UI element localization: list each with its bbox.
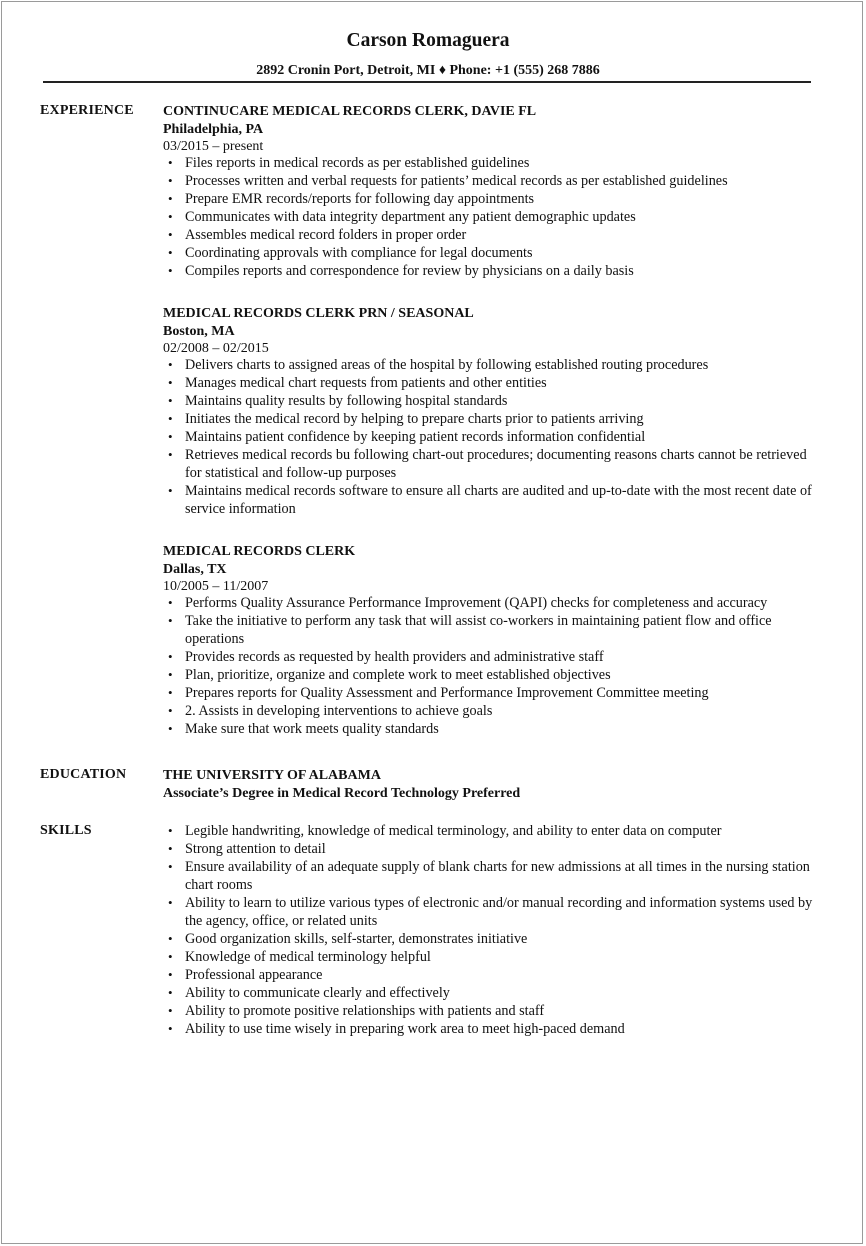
candidate-name: Carson Romaguera — [346, 30, 510, 51]
list-item: • Performs Quality Assurance Performance Improvement (QAPI) checks for completeness and accuracy — [185, 594, 813, 612]
list-item: • Manages medical chart requests from patients and other entities — [185, 374, 813, 392]
list-item: • Initiates the medical record by helping to prepare charts prior to patients arriving — [185, 410, 813, 428]
list-item: • Files reports in medical records as per established guidelines — [185, 154, 813, 172]
skills-heading: SKILLS — [40, 823, 92, 838]
list-item: • Ability to learn to utilize various types of electronic and/or manual recording and information systems used by the agency, office, or related units — [185, 894, 813, 930]
experience-heading: EXPERIENCE — [40, 103, 134, 118]
job-bullets — [163, 154, 813, 280]
list-item: • Strong attention to detail — [185, 840, 813, 858]
list-item: • Good organization skills, self-starter, demonstrates initiative — [185, 930, 813, 948]
job-bullets — [163, 356, 813, 518]
education-entry — [163, 767, 813, 803]
list-item: • Make sure that work meets quality standards — [185, 720, 813, 738]
list-item: • Knowledge of medical terminology helpful — [185, 948, 813, 966]
job-bullets — [163, 594, 813, 738]
list-item: • Assembles medical record folders in proper order — [185, 226, 813, 244]
list-item: • Delivers charts to assigned areas of the hospital by following established routing procedures — [185, 356, 813, 374]
list-item: • Take the initiative to perform any task that will assist co-workers in maintaining patient flow and office operations — [185, 612, 813, 648]
list-item: • Ability to use time wisely in preparing work area to meet high-paced demand — [185, 1020, 813, 1038]
job-dates: 03/2015 – present — [163, 139, 264, 154]
list-item: • Compiles reports and correspondence for review by physicians on a daily basis — [185, 262, 813, 280]
list-item: • Maintains medical records software to ensure all charts are audited and up-to-date with the most recent date of service information — [185, 482, 813, 518]
school-name: THE UNIVERSITY OF ALABAMA — [163, 768, 381, 783]
job-title: MEDICAL RECORDS CLERK — [163, 544, 356, 559]
list-item: • Coordinating approvals with compliance for legal documents — [185, 244, 813, 262]
list-item: • Prepare EMR records/reports for following day appointments — [185, 190, 813, 208]
list-item: • Prepares reports for Quality Assessment and Performance Improvement Committee meeting — [185, 684, 813, 702]
contact-line: 2892 Cronin Port, Detroit, MI ♦ Phone: +1 (555) 268 7886 — [256, 63, 600, 78]
list-item: • Maintains quality results by following hospital standards — [185, 392, 813, 410]
job-location: Boston, MA — [163, 324, 235, 339]
list-item: • Maintains patient confidence by keeping patient records information confidential — [185, 428, 813, 446]
list-item: • Retrieves medical records bu following chart-out procedures; documenting reasons charts cannot be retrieved for statistical and follow-up purposes — [185, 446, 813, 482]
list-item: • Communicates with data integrity department any patient demographic updates — [185, 208, 813, 226]
list-item: • Plan, prioritize, organize and complete work to meet established objectives — [185, 666, 813, 684]
job-dates: 02/2008 – 02/2015 — [163, 341, 269, 356]
job-entry — [163, 305, 813, 518]
education-heading: EDUCATION — [40, 767, 127, 782]
resume-page — [1, 1, 863, 1244]
list-item: • Provides records as requested by health providers and administrative staff — [185, 648, 813, 666]
list-item: • 2. Assists in developing interventions to achieve goals — [185, 702, 813, 720]
skills-list — [163, 822, 813, 1038]
job-location: Dallas, TX — [163, 562, 227, 577]
job-title: CONTINUCARE MEDICAL RECORDS CLERK, DAVIE FL — [163, 104, 537, 119]
list-item: • Ability to promote positive relationships with patients and staff — [185, 1002, 813, 1020]
list-item: • Legible handwriting, knowledge of medical terminology, and ability to enter data on computer — [185, 822, 813, 840]
job-title: MEDICAL RECORDS CLERK PRN / SEASONAL — [163, 306, 474, 321]
job-entry — [163, 543, 813, 738]
job-entry — [163, 103, 813, 280]
job-location: Philadelphia, PA — [163, 122, 264, 137]
list-item: • Processes written and verbal requests for patients’ medical records as per established guidelines — [185, 172, 813, 190]
list-item: • Ensure availability of an adequate supply of blank charts for new admissions at all times in the nursing station chart rooms — [185, 858, 813, 894]
header-divider — [43, 81, 811, 83]
skills-list-block — [163, 822, 813, 1038]
list-item: • Ability to communicate clearly and effectively — [185, 984, 813, 1002]
list-item: • Professional appearance — [185, 966, 813, 984]
job-dates: 10/2005 – 11/2007 — [163, 579, 269, 594]
degree: Associate’s Degree in Medical Record Technology Preferred — [163, 786, 521, 801]
